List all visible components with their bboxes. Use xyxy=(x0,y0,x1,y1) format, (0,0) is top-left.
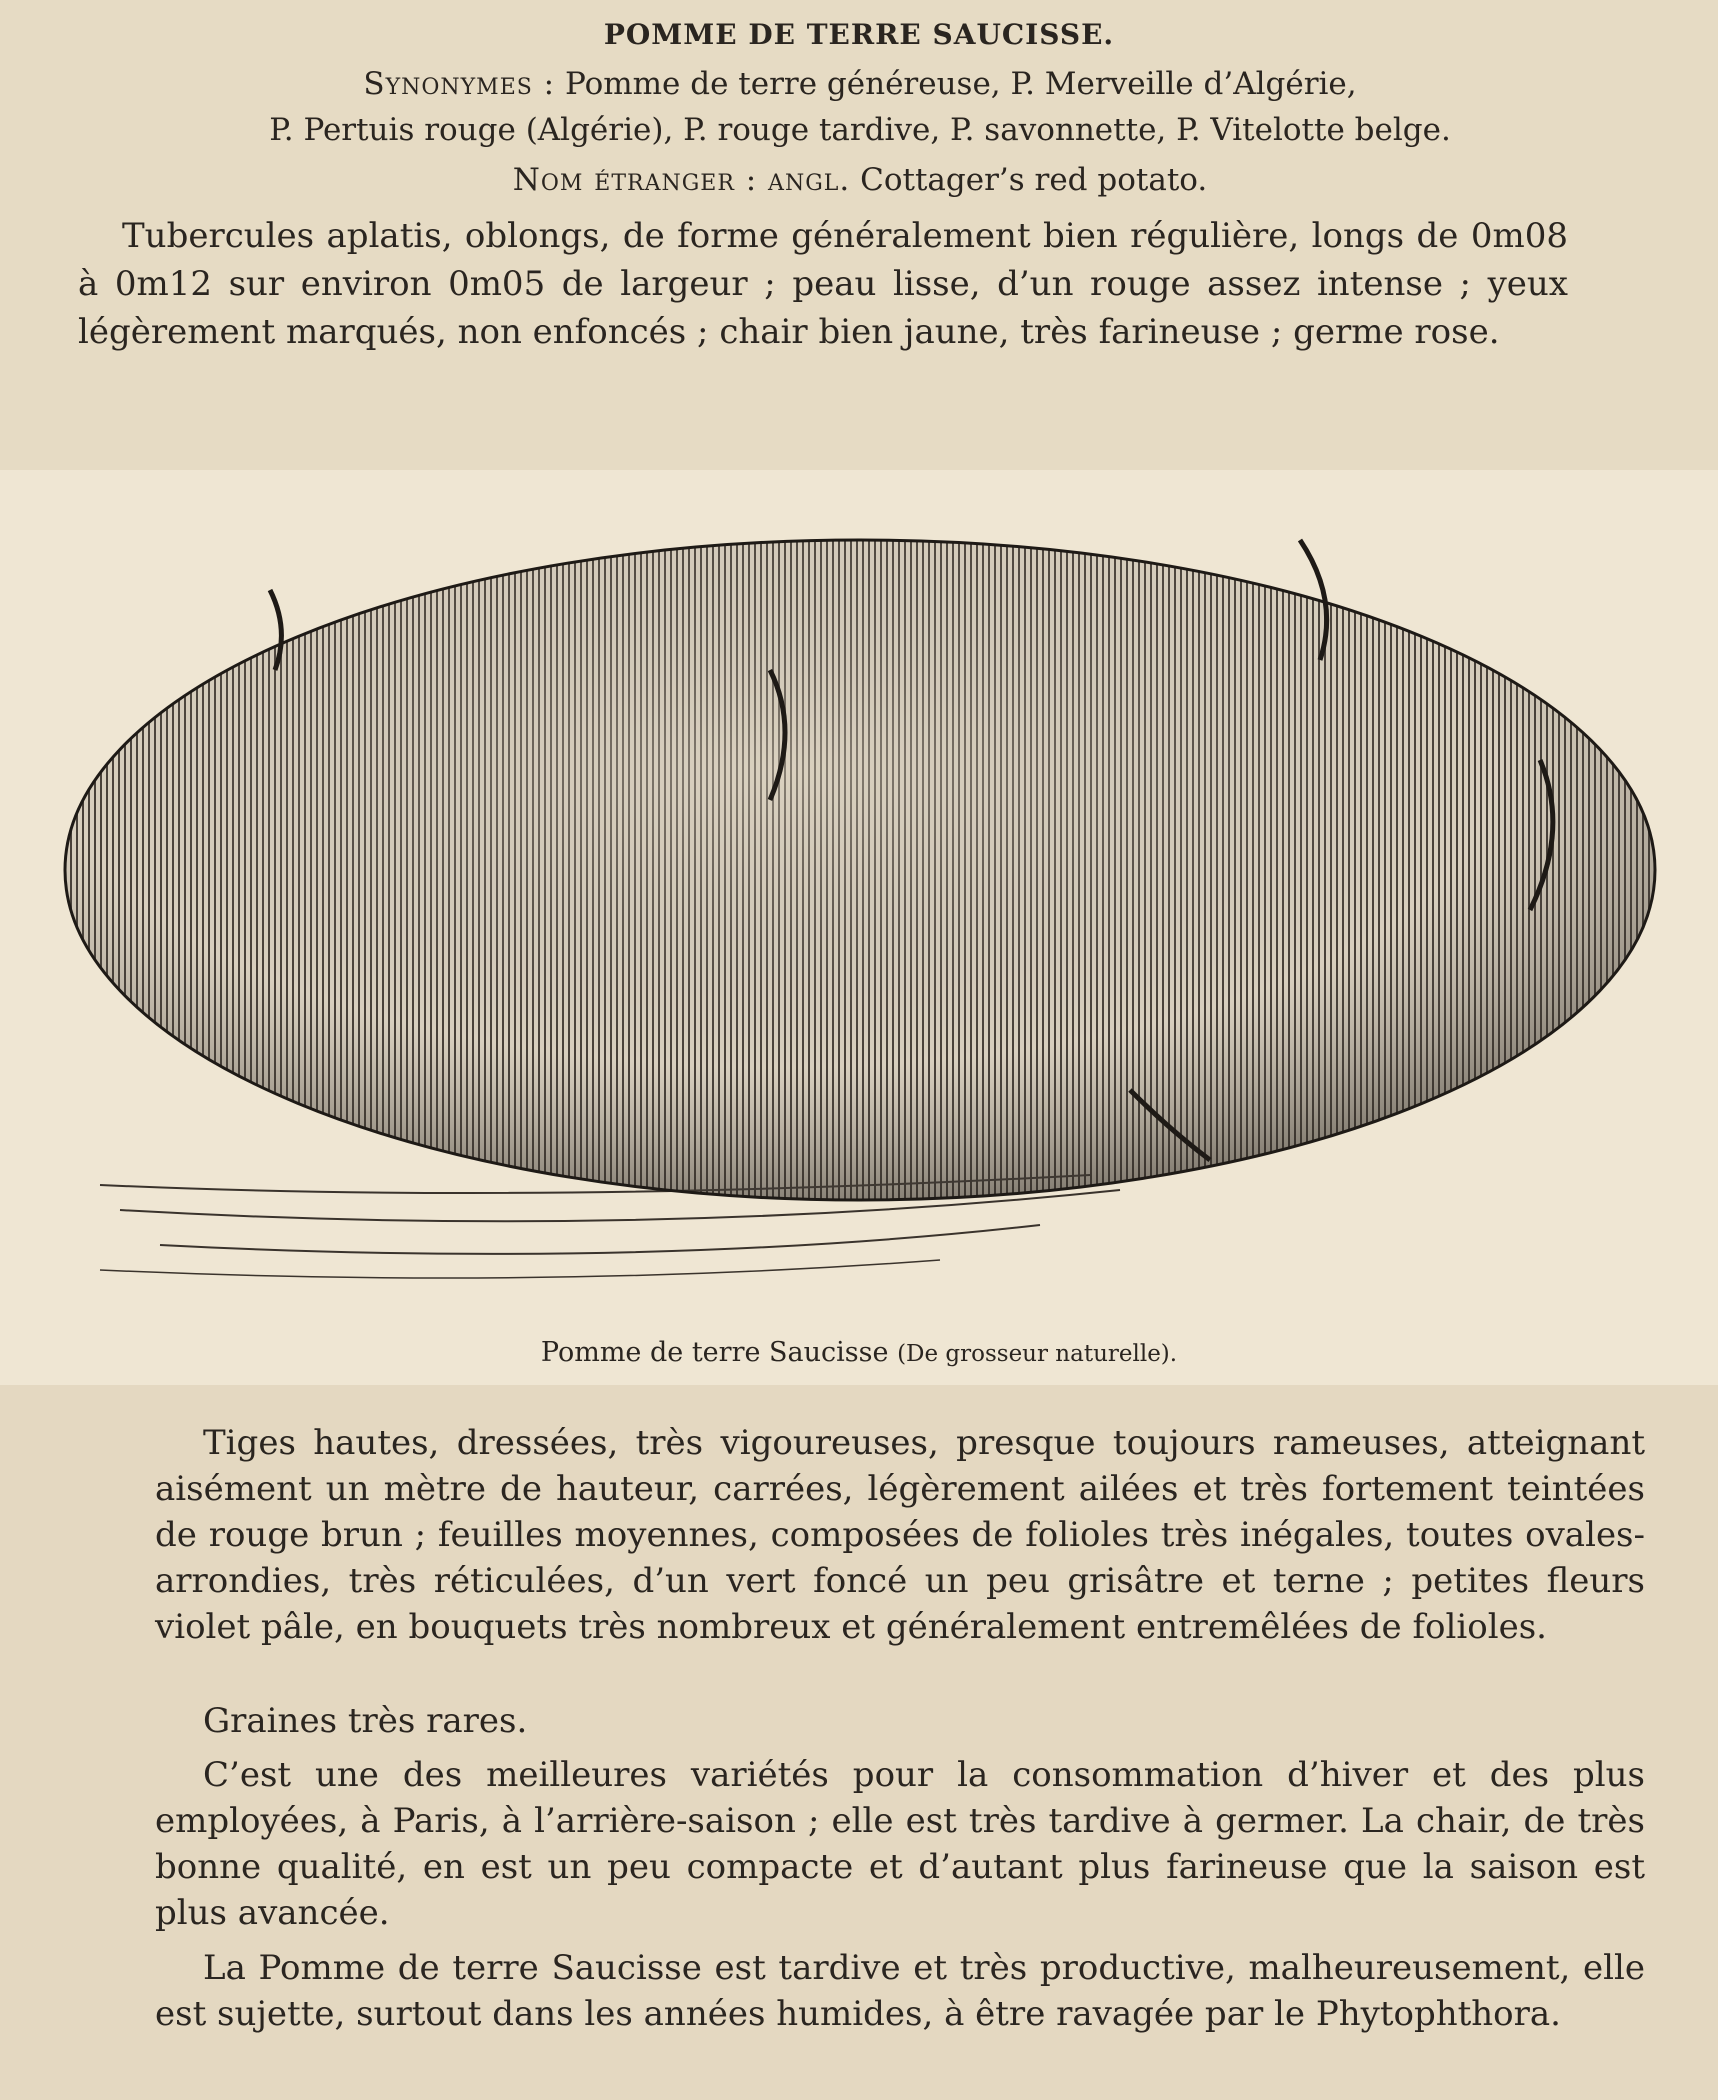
synonyms-text-1: Pomme de terre généreuse, P. Merveille d’Algérie, xyxy=(564,66,1357,102)
paragraph-stems xyxy=(155,1420,1645,1650)
paragraph-disease-text: La Pomme de terre Saucisse est tardive et très productive, malheureusement, elle est sujette, surtout dans les années humides, à être ravagée par le Phytophthora. xyxy=(155,1948,1645,2034)
paragraph-seeds xyxy=(155,1698,1645,1744)
synonyms-line-1 xyxy=(130,62,1590,106)
synonyms-line-2: P. Pertuis rouge (Algérie), P. rouge tardive, P. savonnette, P. Vitelotte belge. xyxy=(269,112,1451,148)
paragraph-seeds-text: Graines très rares. xyxy=(203,1701,528,1741)
potato-illustration xyxy=(40,470,1680,1340)
foreign-name-value: Cottager’s red potato. xyxy=(860,162,1208,198)
paragraph-disease xyxy=(155,1945,1645,2037)
caption-title: Pomme de terre Saucisse xyxy=(540,1337,889,1368)
description-text: Tubercules aplatis, oblongs, de forme généralement bien régulière, longs de 0m08 à 0m12 sur environ 0m05 de largeur ; peau lisse, d’un rouge assez intense ; yeux légèrement marqués, non enfoncés ; chair bien jaune, très farineuse ; germe rose. xyxy=(78,216,1568,352)
potato-shading xyxy=(65,540,1655,1200)
page-title: POMME DE TERRE SAUCISSE. xyxy=(603,18,1115,51)
foreign-name-line xyxy=(130,158,1590,202)
figure-caption xyxy=(0,1337,1718,1368)
caption-note: (De grosseur naturelle). xyxy=(897,1341,1178,1367)
paragraph-use xyxy=(155,1752,1645,1936)
paragraph-stems-text: Tiges hautes, dressées, très vigoureuses, presque toujours rameuses, atteignant aisément un mètre de hauteur, carrées, légèrement ailées et très fortement teintées de rouge brun ; feuilles moyennes, composées de folioles très inégales, toutes ovales-arrondies, très réticulées, d’un vert foncé un peu grisâtre et terne ; petites fleurs violet pâle, en bouquets très nombreux et généralement entremêlées de folioles. xyxy=(155,1423,1645,1647)
synonyms-label: Synonymes : xyxy=(363,66,556,102)
paragraph-use-text: C’est une des meilleures variétés pour la consommation d’hiver et des plus employées, à Paris, à l’arrière-saison ; elle est très tardive à germer. La chair, de très bonne qualité, en est un peu compacte et d’autant plus farineuse que la saison est plus avancée. xyxy=(155,1755,1645,1933)
description-paragraph xyxy=(78,212,1568,356)
foreign-name-label: Nom étranger : angl. xyxy=(512,162,851,198)
